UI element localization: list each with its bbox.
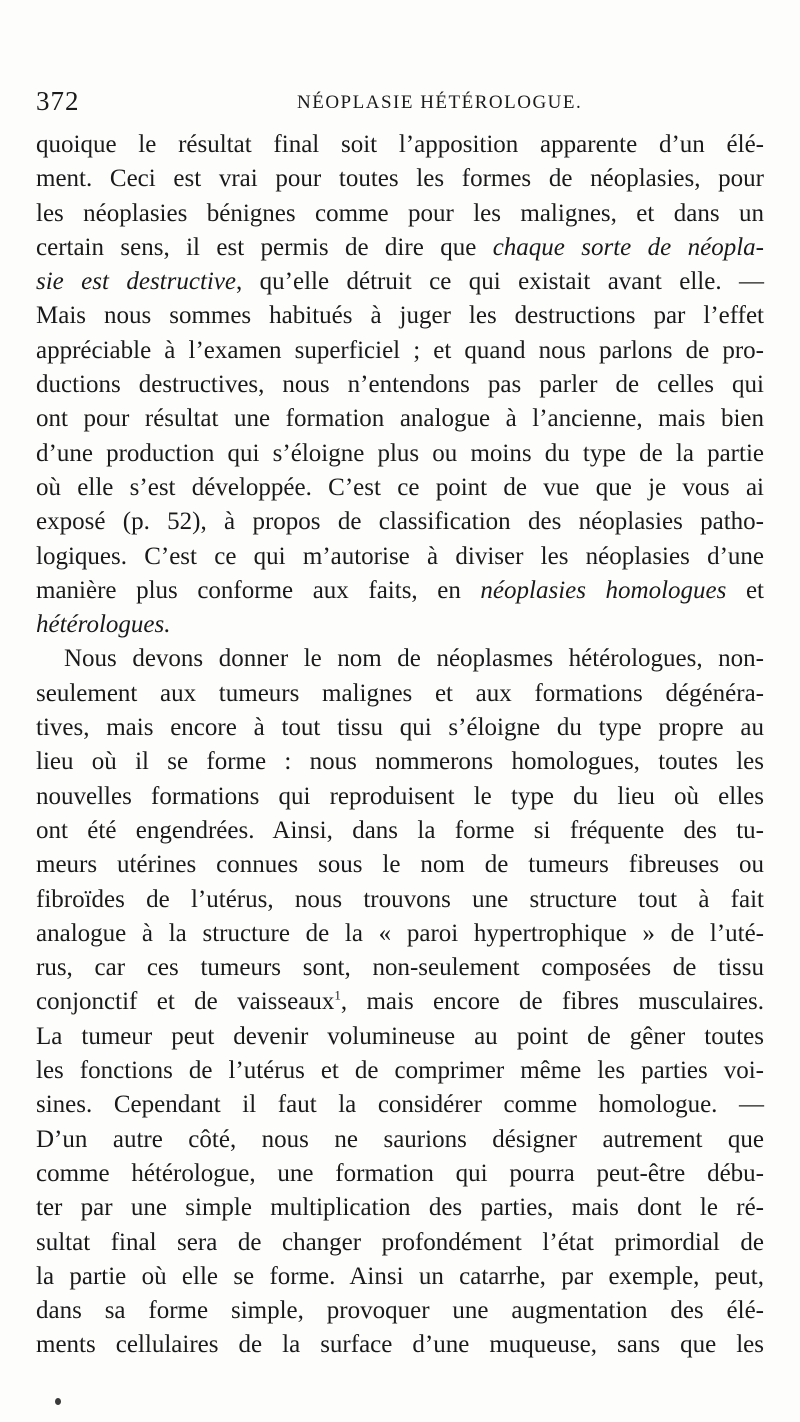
text-line: sie est destructive, qu’elle détruit ce qui existait avant elle. — [36, 268, 764, 296]
text-line: ter par une simple multiplication des parties, mais dont le ré- [36, 1194, 764, 1222]
italic-phrase: néoplasies homologues [480, 576, 727, 604]
text-line: exposé (p. 52), à propos de classification des néoplasies patho- [36, 508, 764, 536]
italic-phrase: sie est destructive [36, 268, 237, 296]
text-line: fibroïdes de l’utérus, nous trouvons une structure tout à fait [36, 885, 764, 913]
text-line: comme hétérologue, une formation qui pourra peut-être débu- [36, 1159, 764, 1187]
text-line: sines. Cependant il faut la considérer comme homologue. — [36, 1091, 764, 1119]
text-line: La tumeur peut devenir volumineuse au point de gêner toutes [36, 1022, 764, 1050]
text-line: nouvelles formations qui reproduisent le type du lieu où elles [36, 782, 764, 810]
text-line: appréciable à l’examen superficiel ; et quand nous parlons de pro- [36, 336, 764, 364]
text-line: ont pour résultat une formation analogue à l’ancienne, mais bien [36, 405, 764, 433]
text-line: ments cellulaires de la surface d’une muqueuse, sans que les [36, 1331, 764, 1359]
text-line: logiques. C’est ce qui m’autorise à diviser les néoplasies d’une [36, 542, 764, 570]
ink-speck [55, 1398, 61, 1405]
italic-phrase: chaque sorte de néopla- [492, 233, 765, 261]
footnote-marker: 1 [334, 988, 341, 1004]
text-line: certain sens, il est permis de dire que chaque sorte de néopla- [36, 233, 765, 261]
text-line: dans sa forme simple, provoquer une augmentation des élé- [36, 1297, 764, 1325]
text-line: D’un autre côté, nous ne saurions désigner autrement que [36, 1125, 764, 1153]
page-number: 372 [36, 86, 80, 116]
text-line: les fonctions de l’utérus et de comprimer même les parties voi- [36, 1057, 764, 1085]
text-line: analogue à la structure de la « paroi hypertrophique » de l’uté- [36, 919, 764, 947]
running-title: NÉOPLASIE HÉTÉROLOGUE. [297, 92, 583, 113]
text-line: manière plus conforme aux faits, en néoplasies homologues et [36, 576, 764, 604]
text-line: rus, car ces tumeurs sont, non-seulement composées de tissu [36, 954, 764, 982]
text-line: meurs utérines connues sous le nom de tumeurs fibreuses ou [36, 851, 764, 879]
running-header [36, 86, 764, 116]
text-line: Nous devons donner le nom de néoplasmes hétérologues, non- [64, 645, 764, 673]
text-line: conjonctif et de vaisseaux$^1$, mais encore de fibres musculaires. [36, 988, 764, 1016]
italic-phrase: hétérologues. [36, 611, 171, 639]
text-line: les néoplasies bénignes comme pour les malignes, et dans un [36, 199, 764, 227]
text-line: ment. Ceci est vrai pour toutes les formes de néoplasies, pour [36, 165, 764, 193]
text-line: où elle s’est développée. C’est ce point de vue que je vous ai [36, 473, 764, 501]
text-line: quoique le résultat final soit l’apposition apparente d’un élé- [36, 131, 764, 158]
text-line: d’une production qui s’éloigne plus ou moins du type de la partie [36, 439, 764, 467]
text-line: seulement aux tumeurs malignes et aux formations dégénéra- [36, 679, 764, 707]
text-line: lieu où il se forme : nous nommerons homologues, toutes les [36, 748, 764, 776]
text-line: ductions destructives, nous n’entendons pas parler de celles qui [36, 371, 764, 399]
text-line: la partie où elle se forme. Ainsi un catarrhe, par exemple, peut, [36, 1262, 764, 1290]
text-line: tives, mais encore à tout tissu qui s’éloigne du type propre au [36, 714, 764, 742]
body-text [36, 128, 764, 1363]
text-line: ont été engendrées. Ainsi, dans la forme si fréquente des tu- [36, 816, 764, 844]
text-line [36, 608, 764, 642]
text-line: sultat final sera de changer profondément l’état primordial de [36, 1228, 764, 1256]
text-line: Mais nous sommes habitués à juger les destructions par l’effet [36, 302, 764, 330]
